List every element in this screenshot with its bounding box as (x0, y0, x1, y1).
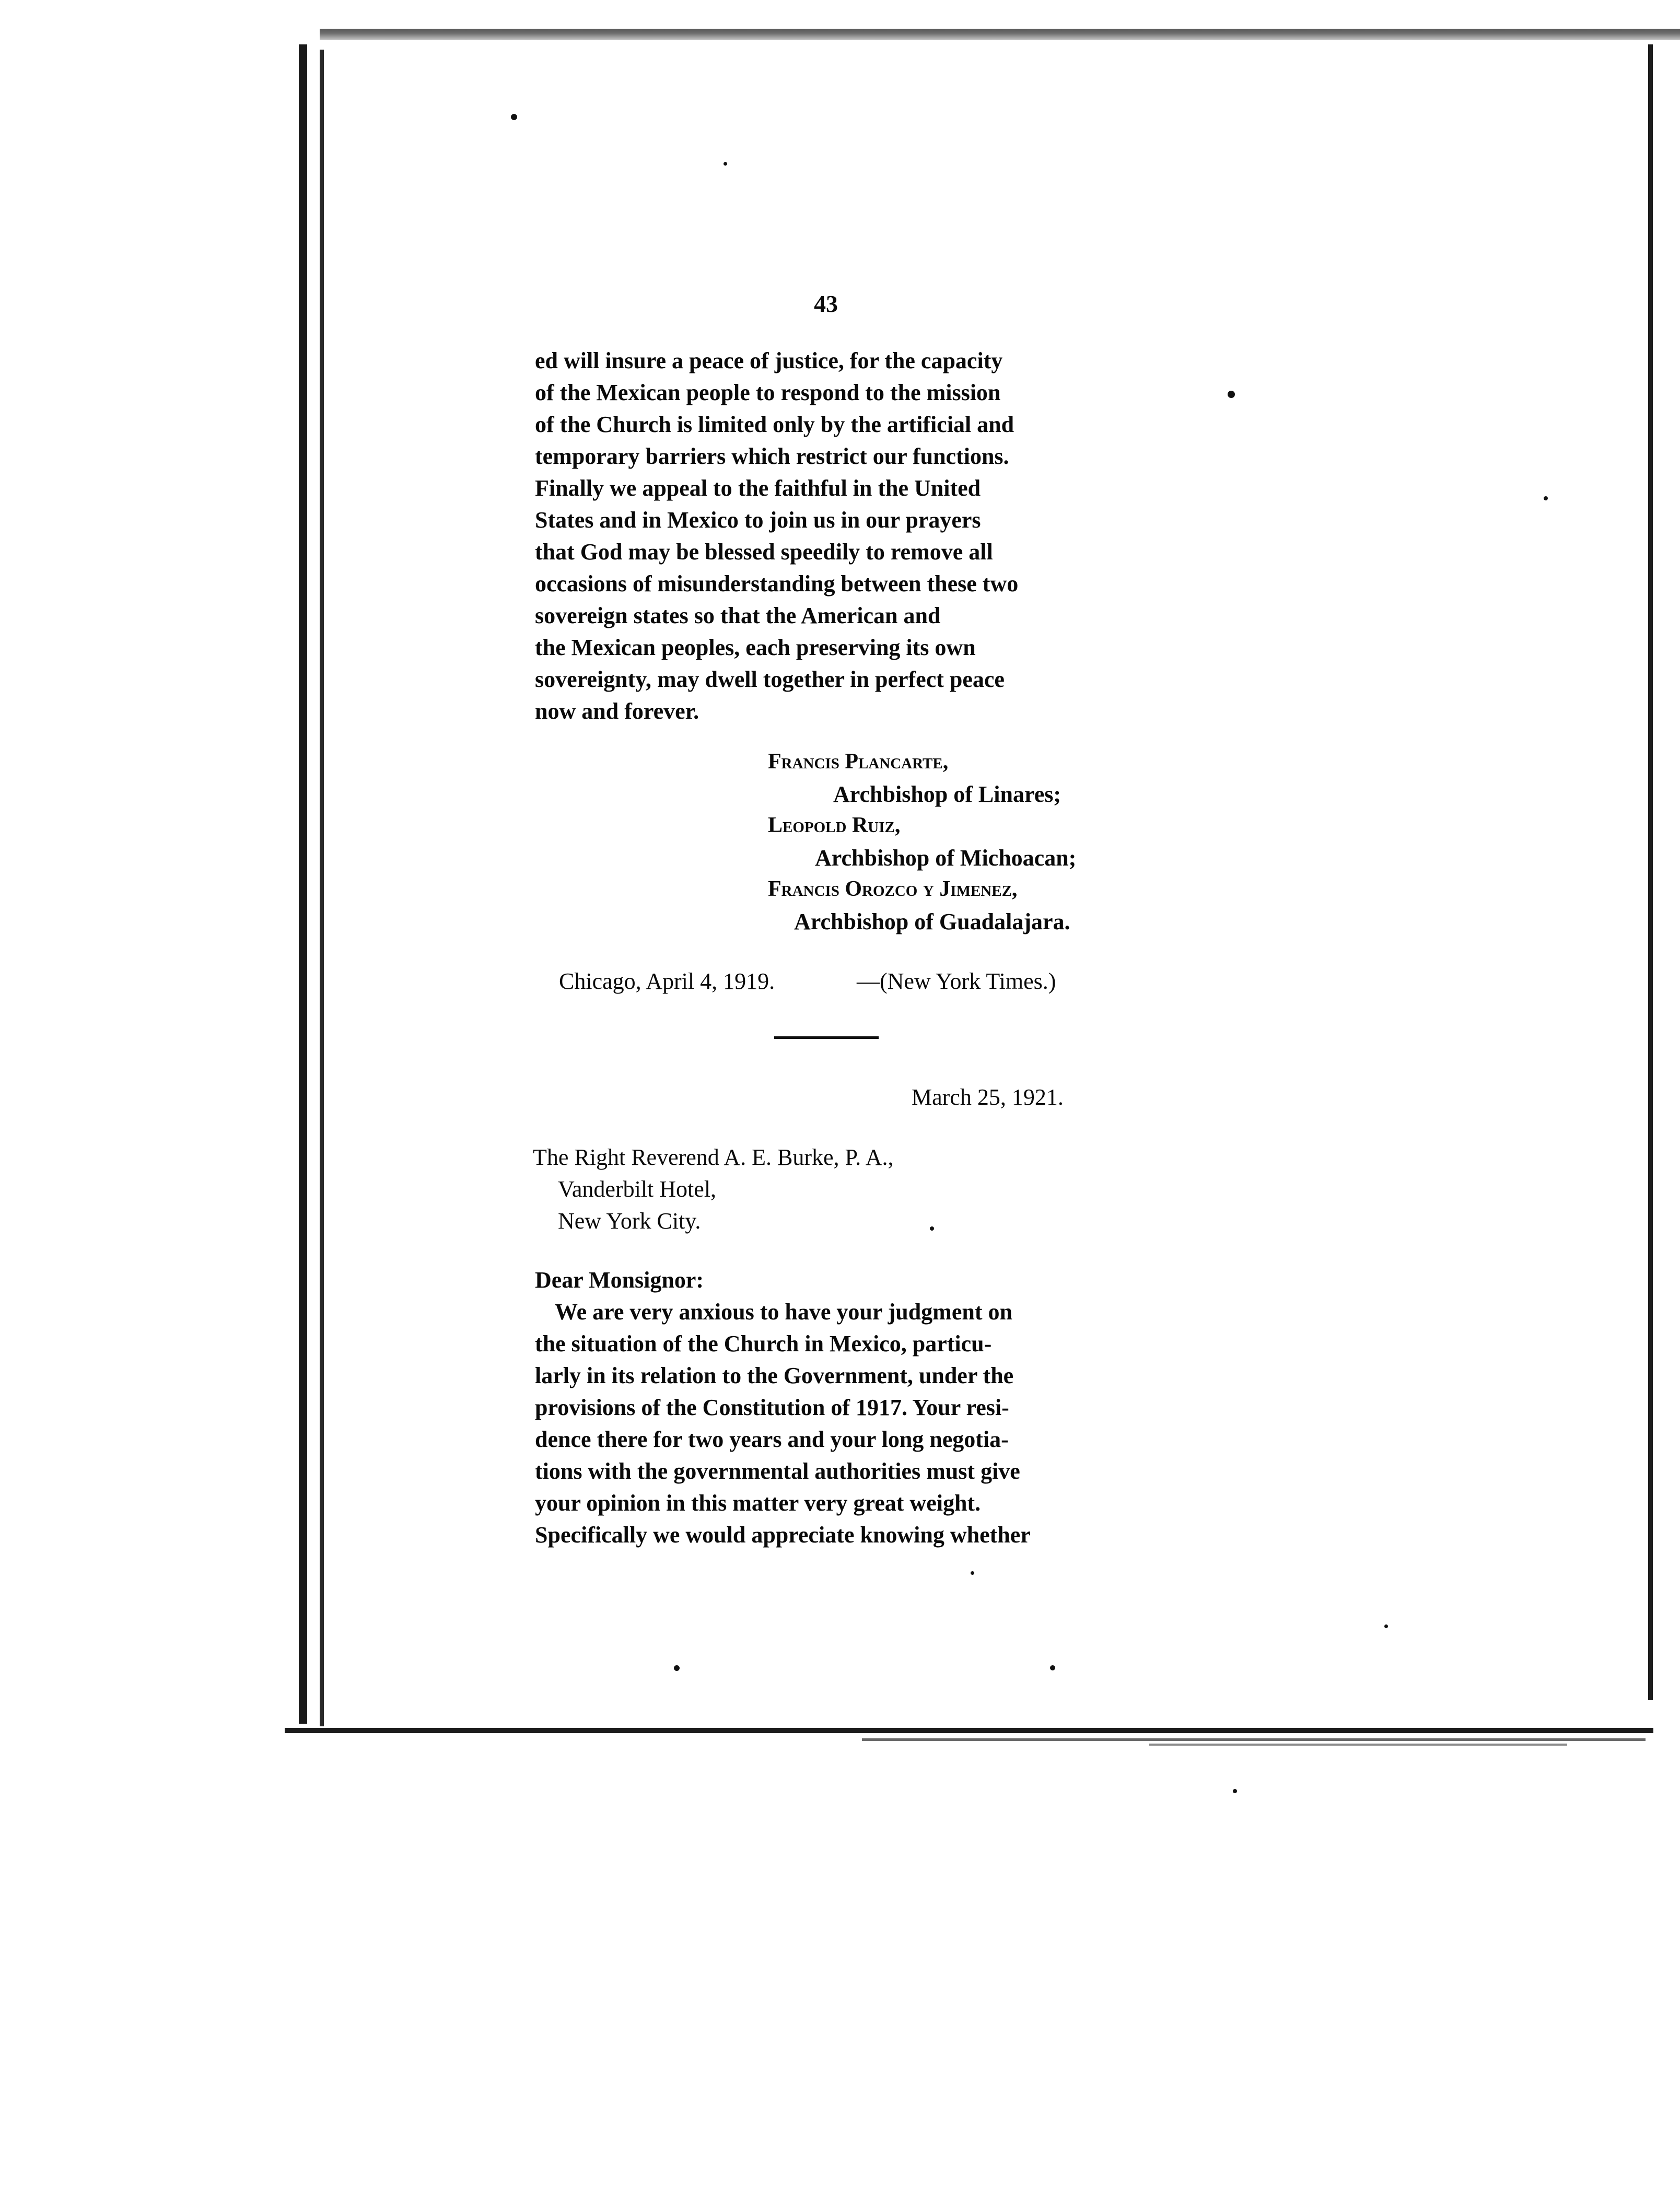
scan-speck (1384, 1624, 1388, 1628)
letter-body-line: Specifically we would appreciate knowing whether (535, 1522, 1031, 1548)
page-edge-left (299, 44, 307, 1724)
letter-address-line: Vanderbilt Hotel, (558, 1176, 717, 1202)
scan-speck (1544, 496, 1548, 500)
scan-speck (930, 1226, 934, 1231)
letter-body-line: the situation of the Church in Mexico, particu- (535, 1331, 992, 1357)
source-attribution: —(New York Times.) (857, 968, 1056, 994)
letter-address-line: New York City. (558, 1208, 701, 1234)
body-line: occasions of misunderstanding between these two (535, 571, 1019, 597)
page-edge-bottom-shadow (862, 1738, 1646, 1741)
body-line: sovereignty, may dwell together in perfect peace (535, 667, 1005, 692)
section-divider (774, 1036, 879, 1039)
letter-body-line: We are very anxious to have your judgment on (555, 1299, 1012, 1325)
scan-speck (1228, 391, 1235, 398)
letter-body-line: your opinion in this matter very great weight. (535, 1490, 981, 1516)
letter-body-line: provisions of the Constitution of 1917. Your resi- (535, 1395, 1009, 1420)
dateline: Chicago, April 4, 1919. (559, 968, 775, 994)
page-edge-bottom-shadow-2 (1149, 1744, 1567, 1746)
body-line: of the Mexican people to respond to the mission (535, 380, 1001, 405)
body-line: ed will insure a peace of justice, for the capacity (535, 348, 1003, 373)
body-line: that God may be blessed speedily to remove all (535, 539, 993, 565)
body-line: temporary barriers which restrict our functions. (535, 443, 1009, 469)
signature-name: Francis Plancarte, (768, 750, 949, 774)
body-line: States and in Mexico to join us in our prayers (535, 507, 981, 533)
scan-speck (674, 1665, 680, 1671)
signature-title: Archbishop of Michoacan; (815, 845, 1077, 871)
body-line: now and forever. (535, 698, 699, 724)
signature-name: Leopold Ruiz, (768, 813, 901, 837)
scan-speck (1050, 1665, 1055, 1670)
signature-title: Archbishop of Guadalajara. (794, 909, 1070, 934)
signature-title: Archbishop of Linares; (833, 781, 1061, 807)
scan-speck (971, 1571, 974, 1575)
letter-body-line: larly in its relation to the Government, under the (535, 1363, 1014, 1388)
letter-body-line: tions with the governmental authorities must give (535, 1458, 1020, 1484)
page-edge-left-inner (320, 50, 324, 1726)
letter-date: March 25, 1921. (912, 1084, 1064, 1110)
page-number: 43 (814, 290, 838, 317)
page-edge-top (320, 29, 1680, 40)
page-edge-right (1648, 44, 1653, 1700)
body-line: Finally we appeal to the faithful in the United (535, 475, 981, 501)
scan-speck (511, 114, 517, 120)
signature-name: Francis Orozco y Jimenez, (768, 877, 1018, 901)
letter-salutation: Dear Monsignor: (535, 1267, 704, 1293)
letter-address-line: The Right Reverend A. E. Burke, P. A., (533, 1144, 894, 1170)
body-line: of the Church is limited only by the artificial and (535, 412, 1014, 437)
body-line: the Mexican peoples, each preserving its own (535, 635, 976, 660)
letter-body-line: dence there for two years and your long negotia- (535, 1427, 1009, 1452)
page-edge-bottom (285, 1728, 1653, 1733)
body-line: sovereign states so that the American and (535, 603, 941, 628)
scan-speck (724, 162, 727, 166)
scan-speck (1233, 1789, 1237, 1793)
